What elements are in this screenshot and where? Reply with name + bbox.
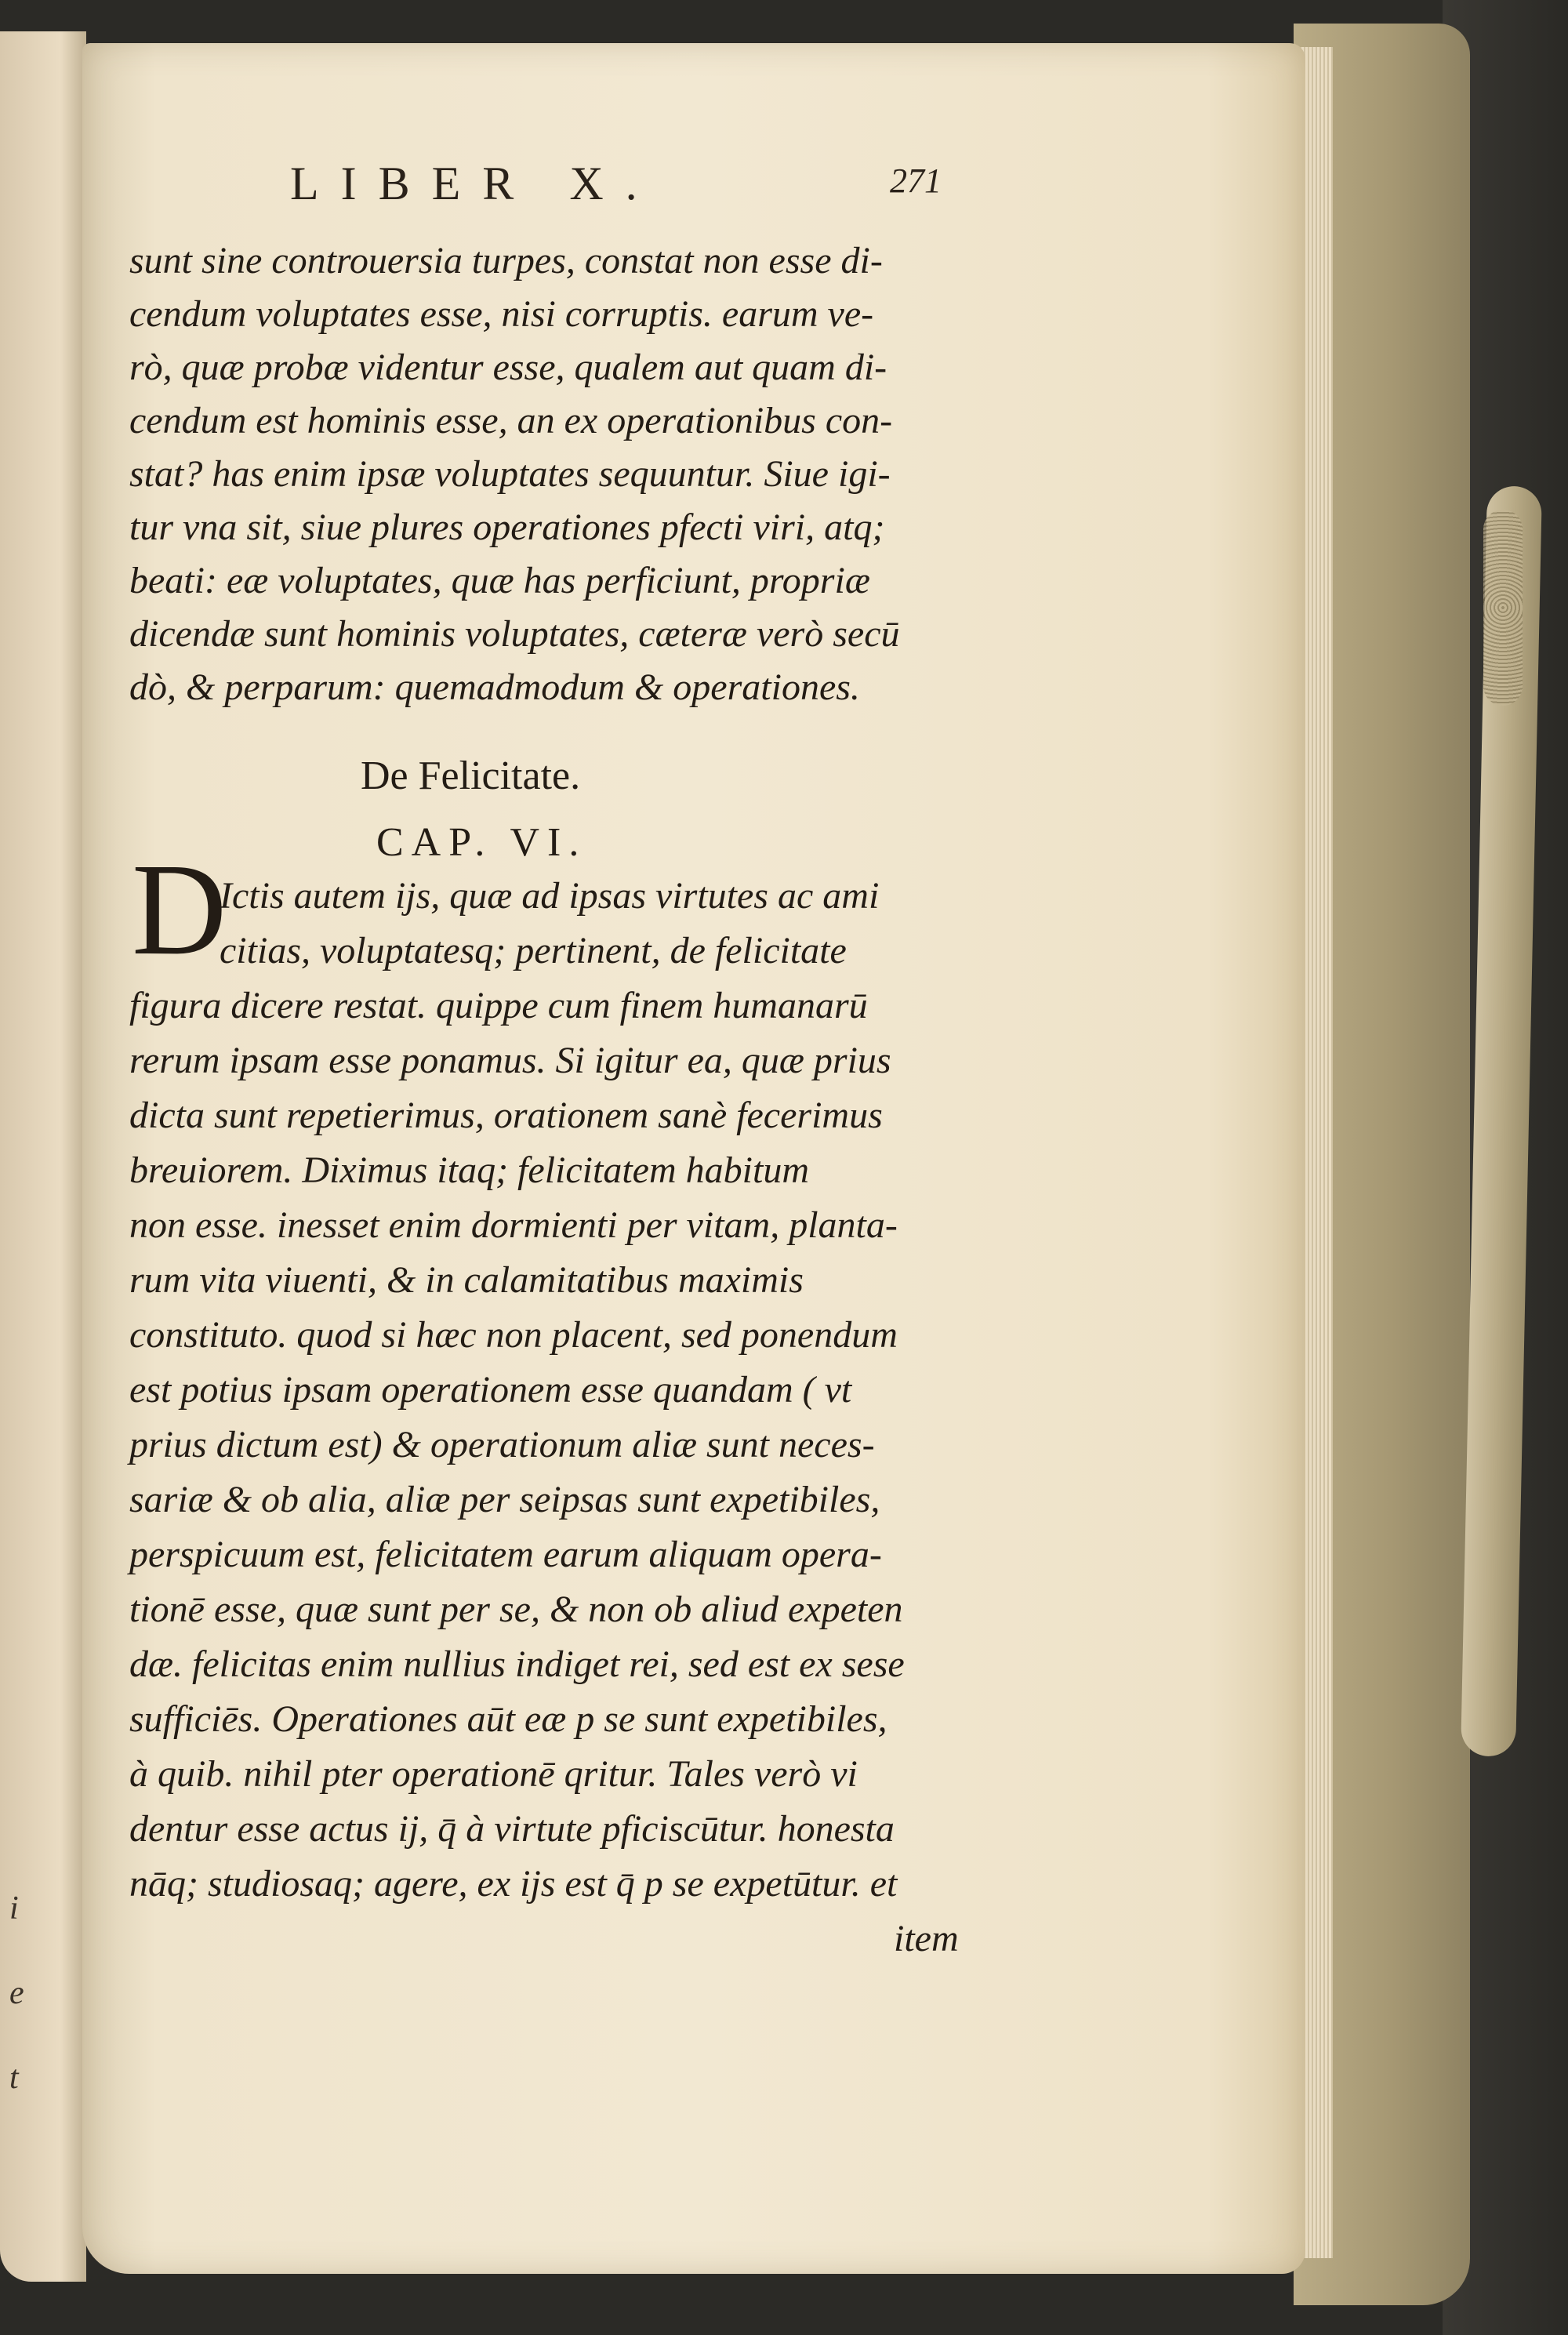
text-line: non esse. inesset enim dormienti per vitam, planta- xyxy=(129,1204,898,1246)
text-line: figura dicere restat. quippe cum finem humanarū xyxy=(129,985,868,1026)
text-line: perspicuum est, felicitatem earum aliquam opera- xyxy=(129,1534,882,1575)
left-glyph: e xyxy=(9,1975,24,2011)
text-line: sariæ & ob alia, aliæ per seipsas sunt expetibiles, xyxy=(129,1479,880,1520)
text-line: stat? has enim ipsæ voluptates sequuntur. Siue igi- xyxy=(129,453,891,495)
left-page-glyphs xyxy=(9,1866,41,2120)
text-line: rerum ipsam esse ponamus. Si igitur ea, quæ prius xyxy=(129,1040,891,1081)
drop-cap: D xyxy=(132,837,227,982)
text-line: constituto. quod si hæc non placent, sed ponendum xyxy=(129,1314,898,1356)
text-line: tionē esse, quæ sunt per se, & non ob aliud expeten xyxy=(129,1589,903,1630)
text-line: citias, voluptatesq; pertinent, de felicitate xyxy=(220,930,847,971)
text-line: Ictis autem ijs, quæ ad ipsas virtutes ac ami xyxy=(220,875,880,917)
text-line: dæ. felicitas enim nullius indiget rei, sed est ex sese xyxy=(129,1643,905,1685)
text-line: rum vita viuenti, & in calamitatibus maximis xyxy=(129,1259,804,1301)
text-line: est potius ipsam operationem esse quandam ( vt xyxy=(129,1369,852,1411)
text-line: cendum est hominis esse, an ex operationibus con- xyxy=(129,400,893,441)
text-line: dentur esse actus ij, q̄ à virtute pficiscūtur. honesta xyxy=(129,1808,895,1850)
chapter-label: CAP. VI. xyxy=(376,820,587,865)
strap-texture xyxy=(1483,510,1523,706)
running-title: LIBER X. xyxy=(290,158,659,209)
text-line: rò, quæ probæ videntur esse, qualem aut quam di- xyxy=(129,347,887,388)
text-line: prius dictum est) & operationum aliæ sunt neces- xyxy=(129,1424,875,1465)
text-line: beati: eæ voluptates, quæ has perficiunt, propriæ xyxy=(129,560,870,601)
text-line: à quib. nihil pter operationē qritur. Tales verò vi xyxy=(129,1753,858,1795)
text-line: nāq; studiosaq; agere, ex ijs est q̄ p se expetūtur. et xyxy=(129,1863,898,1905)
text-line: dicendæ sunt hominis voluptates, cæteræ verò secū xyxy=(129,613,900,655)
section-title: De Felicitate. xyxy=(361,754,581,798)
left-glyph: i xyxy=(9,1890,19,1926)
text-line: dò, & perparum: quemadmodum & operationes. xyxy=(129,666,860,708)
page-number: 271 xyxy=(890,162,942,200)
text-line: sunt sine controuersia turpes, constat non esse di- xyxy=(129,240,883,281)
text-line: tur vna sit, siue plures operationes pfecti viri, atq; xyxy=(129,507,885,548)
catchword: item xyxy=(894,1918,959,1959)
text-line: sufficiēs. Operationes aūt eæ p se sunt expetibiles, xyxy=(129,1698,887,1740)
text-line: breuiorem. Diximus itaq; felicitatem habitum xyxy=(129,1149,809,1191)
left-page-edge xyxy=(0,31,86,2282)
left-glyph: t xyxy=(9,2060,19,2096)
text-line: dicta sunt repetierimus, orationem sanè fecerimus xyxy=(129,1095,883,1136)
text-line: cendum voluptates esse, nisi corruptis. earum ve- xyxy=(129,293,874,335)
